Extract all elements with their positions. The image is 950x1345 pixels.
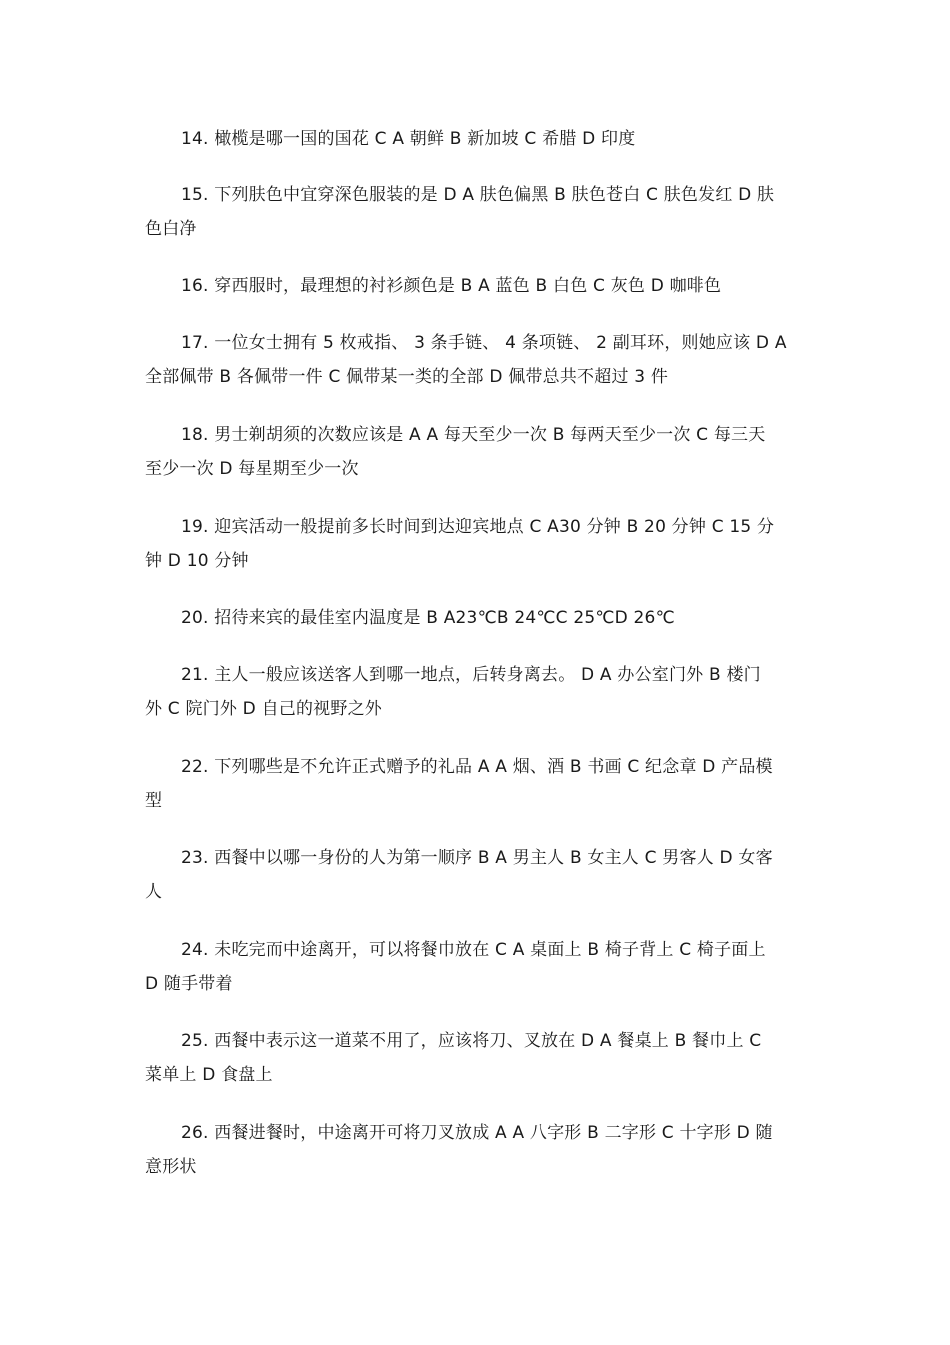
question-line: 人 xyxy=(145,882,163,902)
question-line: 23. 西餐中以哪一身份的人为第一顺序 B A 男主人 B 女主人 C 男客人 D 女客 xyxy=(181,848,773,868)
question-line: 全部佩带 B 各佩带一件 C 佩带某一类的全部 D 佩带总共不超过 3 件 xyxy=(145,367,669,387)
question-line: 24. 未吃完而中途离开，可以将餐巾放在 C A 桌面上 B 椅子背上 C 椅子面上 xyxy=(181,940,766,960)
question-22 xyxy=(145,750,807,818)
question-line: 至少一次 D 每星期至少一次 xyxy=(145,459,359,479)
question-line: 22. 下列哪些是不允许正式赠予的礼品 A A 烟、酒 B 书画 C 纪念章 D 产品模 xyxy=(181,757,773,777)
question-19 xyxy=(145,510,807,578)
question-23 xyxy=(145,841,807,909)
question-21 xyxy=(145,658,807,726)
question-line: 26. 西餐进餐时，中途离开可将刀叉放成 A A 八字形 B 二字形 C 十字形 D 随 xyxy=(181,1123,773,1143)
question-line: 型 xyxy=(145,791,163,811)
question-line: 25. 西餐中表示这一道菜不用了，应该将刀、叉放在 D A 餐桌上 B 餐巾上 C xyxy=(181,1031,762,1051)
question-line: 16. 穿西服时，最理想的衬衫颜色是 B A 蓝色 B 白色 C 灰色 D 咖啡色 xyxy=(181,276,722,296)
question-18 xyxy=(145,418,807,486)
question-17 xyxy=(145,326,807,394)
question-line: 色白净 xyxy=(145,219,197,239)
question-line: 菜单上 D 食盘上 xyxy=(145,1065,273,1085)
question-26 xyxy=(145,1116,807,1184)
question-line: 18. 男士剃胡须的次数应该是 A A 每天至少一次 B 每两天至少一次 C 每三天 xyxy=(181,425,766,445)
question-24 xyxy=(145,933,807,1001)
question-16 xyxy=(145,269,807,303)
question-line: 15. 下列肤色中宜穿深色服装的是 D A 肤色偏黑 B 肤色苍白 C 肤色发红 D 肤 xyxy=(181,185,775,205)
question-line: 意形状 xyxy=(145,1157,197,1177)
question-line: 20. 招待来宾的最佳室内温度是 B A23℃B 24℃C 25℃D 26℃ xyxy=(181,608,675,628)
question-25 xyxy=(145,1024,807,1092)
question-15 xyxy=(145,178,807,246)
question-line: 17. 一位女士拥有 5 枚戒指、 3 条手链、 4 条项链、 2 副耳环，则她应该 D A xyxy=(181,333,787,353)
question-line: 外 C 院门外 D 自己的视野之外 xyxy=(145,699,382,719)
question-line: 19. 迎宾活动一般提前多长时间到达迎宾地点 C A30 分钟 B 20 分钟 C 15 分 xyxy=(181,517,775,537)
question-line: 钟 D 10 分钟 xyxy=(145,551,249,571)
question-line: 21. 主人一般应该送客人到哪一地点，后转身离去。 D A 办公室门外 B 楼门 xyxy=(181,665,761,685)
question-line: 14. 橄榄是哪一国的国花 C A 朝鲜 B 新加坡 C 希腊 D 印度 xyxy=(181,129,636,149)
question-line: D 随手带着 xyxy=(145,974,233,994)
question-14 xyxy=(145,122,807,156)
question-20 xyxy=(145,601,807,635)
